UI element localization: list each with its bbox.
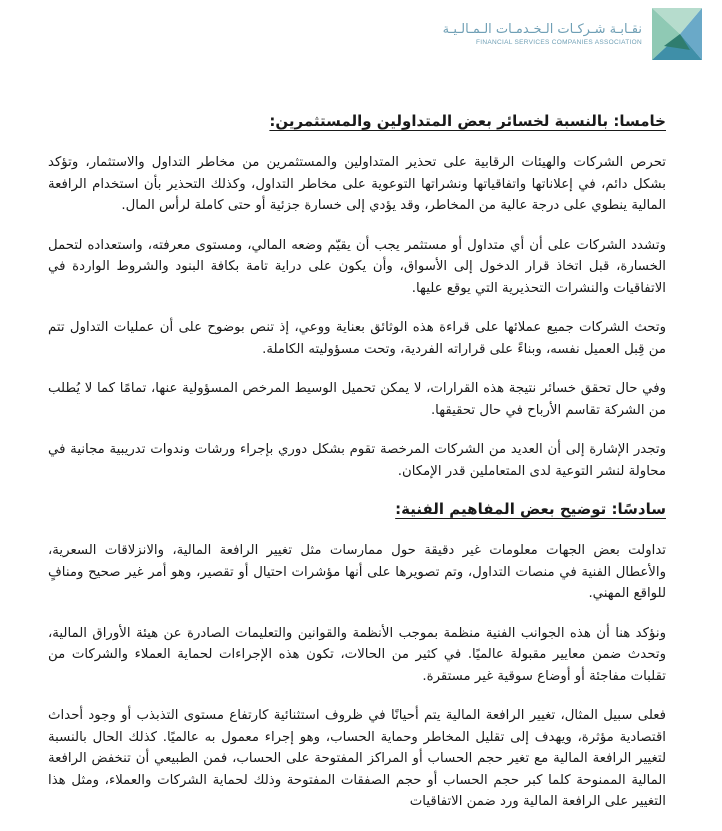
section-5-heading: خامسا: بالنسبة لخسائر بعض المتداولين والمستثمرين:: [269, 112, 666, 130]
header-logo: [443, 6, 704, 62]
section-6-heading: سادسًا: توضيح بعض المفاهيم الفنية:: [395, 500, 666, 518]
logo-text: [443, 22, 642, 46]
section-5-paragraph: وتجدر الإشارة إلى أن العديد من الشركات المرخصة تقوم بشكل دوري بإجراء ورشات وندوات تدريبية مجانية في محاولة لنشر التوعية لدى المتعاملين قدر الإمكان.: [48, 442, 666, 479]
section-5-paragraph: وتحث الشركات جميع عملائها على قراءة هذه الوثائق بعناية ووعي، إذ تنص بوضوح على أن عمليات التداول تتم من قِبل العميل نفسه، وبناءً على قراراته الفردية، وتحت مسؤوليته الكاملة.: [48, 320, 666, 357]
section-5-paragraph: وتشدد الشركات على أن أي متداول أو مستثمر يجب أن يقيّم وضعه المالي، ومستوى معرفته، واستعداده لتحمل الخسارة، قبل اتخاذ قرار الدخول إلى الأسواق، وأن يكون على دراية تامة بكافة البنود والشروط الواردة في الاتفاقيات والنشرات التحذيرية التي يوقع عليها.: [48, 237, 666, 296]
document-body: [48, 112, 666, 831]
logo-english-name: FINANCIAL SERVICES COMPANIES ASSOCIATION: [476, 39, 642, 46]
section-6-paragraph: ونؤكد هنا أن هذه الجوانب الفنية منظمة بموجب الأنظمة والقوانين والتعليمات الصادرة عن هيئة الأوراق المالية، وتحدث ضمن معايير مقبولة عالميًا. في كثير من الحالات، تكون هذه الإجراءات لحماية العملاء والشركات من تقلبات مفاجئة أو أوضاع سوقية غير مستقرة.: [48, 625, 666, 684]
section-5-paragraph: وفي حال تحقق خسائر نتيجة هذه القرارات، لا يمكن تحميل الوسيط المرخص المسؤولية عنها، تمامًا كما لا يُطلب من الشركة تقاسم الأرباح في حال تحقيقها.: [48, 381, 666, 418]
association-logo-icon: [650, 6, 704, 62]
section-6-paragraph: تداولت بعض الجهات معلومات غير دقيقة حول ممارسات مثل تغيير الرافعة المالية، والانزلاقات السعرية، والأعطال الفنية في منصات التداول، وتم تصويرها على أنها مؤشرات احتيال أو تقصير، وهو أمر غير صحيح ومنافٍ للواقع المهني.: [48, 543, 666, 601]
section-5-paragraph: تحرص الشركات والهيئات الرقابية على تحذير المتداولين والمستثمرين من مخاطر التداول والاستثمار، وتؤكد بشكل دائم، في إعلاناتها واتفاقياتها ونشراتها التوعوية على مخاطر التداول، وكذلك التحذير بأن استخدام الرافعة المالية ينطوي على درجة عالية من المخاطر، وقد يؤدي إلى خسارة جزئية أو حتى كاملة لرأس المال.: [48, 155, 666, 213]
section-6-paragraph: فعلى سبيل المثال، تغيير الرافعة المالية يتم أحيانًا في ظروف استثنائية كارتفاع مستوى التذبذب أو وجود أحداث اقتصادية مؤثرة، ويهدف إلى تقليل المخاطر وحماية الحساب، وهو إجراء معمول به عالميًا. كذلك الحال بالنسبة لتغيير الرافعة المالية مع تغير حجم الحساب أو المراكز المفتوحة على الحساب، فمن الطبيعي أن تنخفض الرافعة المالية الممنوحة كلما كبر حجم الحساب أو حجم الصفقات المفتوحة وذلك لحماية الشركات والعملاء، ومثل هذا التغيير على الرافعة المالية ورد ضمن الاتفاقيات: [48, 708, 666, 809]
logo-arabic-name: نقـابـة شـركـات الـخـدمـات الـمـالـيـة: [442, 22, 642, 37]
